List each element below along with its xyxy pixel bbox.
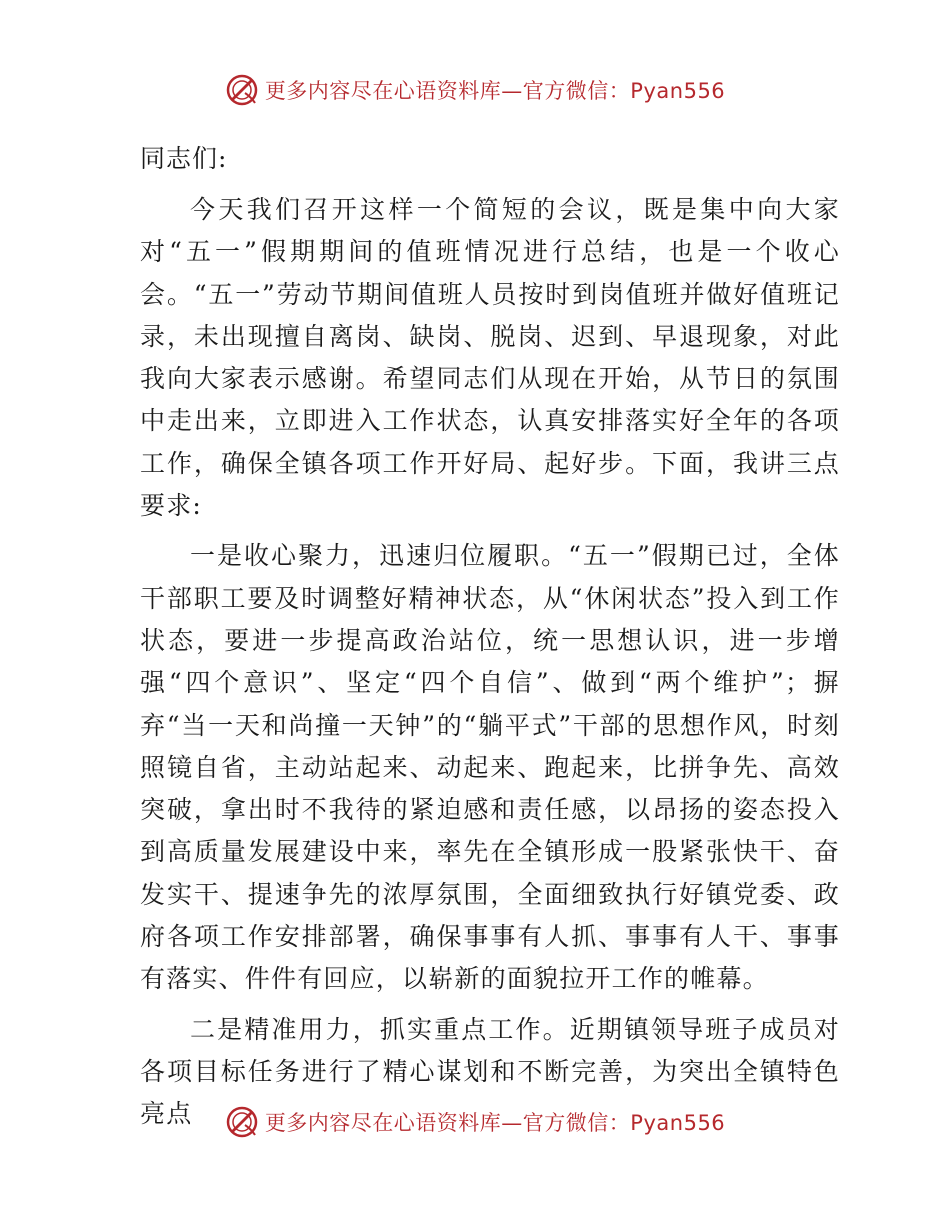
seal-logo-icon (225, 73, 259, 107)
watermark-text: 更多内容尽在心语资料库—官方微信：Pyan556 (264, 79, 726, 103)
paragraph-point-one: 一是收心聚力，迅速归位履职。“五一”假期已过，全体干部职工要及时调整好精神状态，从“休闲状态”投入到工作状态，要进一步提高政治站位，统一思想认识，进一步增强“四个意识”、坚定“四个自信”、做到“两个维护”；摒弃“当一天和尚撞一天钟”的“躺平式”干部的思想作风，时刻照镜自省，主动站起来、动起来、跑起来，比拼争先、高效突破，拿出时不我待的紧迫感和责任感，以昂扬的姿态投入到高质量发展建设中来，率先在全镇形成一股紧张快干、奋发实干、提速争先的浓厚氛围，全面细致执行好镇党委、政府各项工作安排部署，确保事事有人抓、事事有人干、事事有落实、件件有回应，以崭新的面貌拉开工作的帷幕。 (140, 541, 840, 994)
paragraph-intro: 今天我们召开这样一个简短的会议，既是集中向大家对“五一”假期期间的值班情况进行总结，也是一个收心会。“五一”劳动节期间值班人员按时到岗值班并做好值班记录，未出现擅自离岗、缺岗、脱岗、迟到、早退现象，对此我向大家表示感谢。希望同志们从现在开始，从节日的氛围中走出来，立即进入工作状态，认真安排落实好全年的各项工作，确保全镇各项工作开好局、起好步。下面，我讲三点要求: (140, 195, 840, 521)
paragraph-point-two: 二是精准用力，抓实重点工作。近期镇领导班子成员对各项目标任务进行了精心谋划和不断完善，为突出全镇特色亮点 (140, 1014, 840, 1129)
header-watermark-banner (0, 70, 950, 110)
seal-logo-icon (225, 1105, 259, 1139)
salutation: 同志们: (140, 144, 228, 173)
document-body (140, 138, 840, 1144)
footer-watermark-banner (0, 1102, 950, 1142)
watermark-text: 更多内容尽在心语资料库—官方微信：Pyan556 (264, 1111, 726, 1135)
